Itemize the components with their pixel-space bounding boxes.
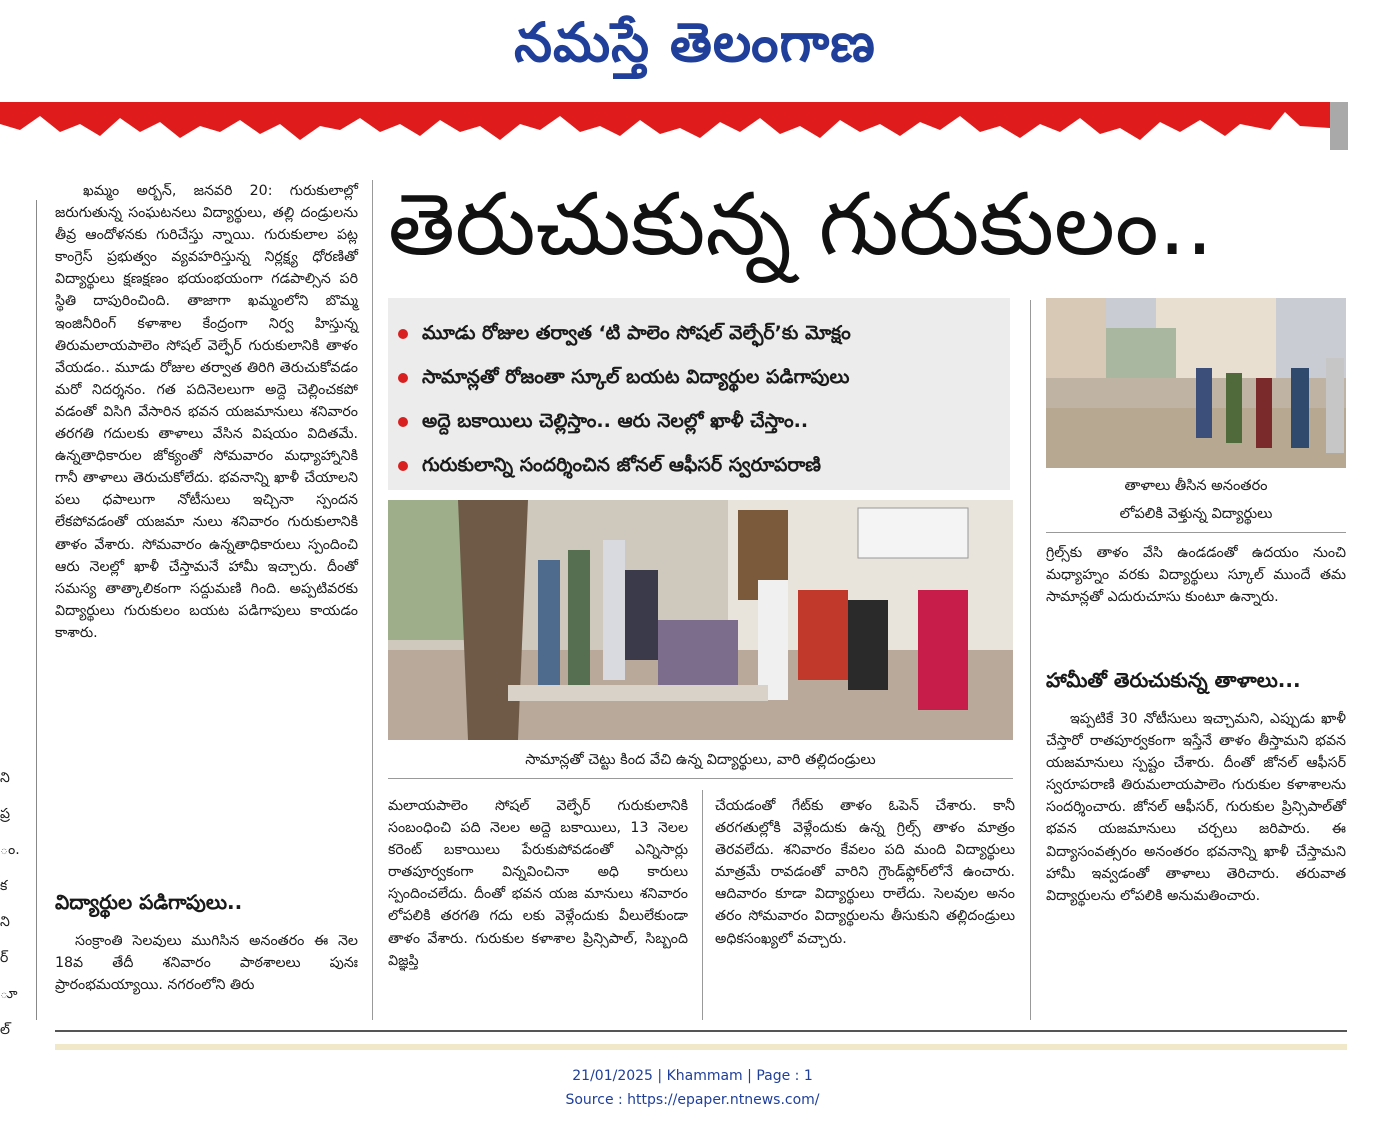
page-footer-line-1: 21/01/2025 | Khammam | Page : 1 xyxy=(572,1068,813,1084)
page-footer-source[interactable]: Source : https://epaper.ntnews.com/ xyxy=(565,1092,820,1108)
bullet-dot-icon xyxy=(398,417,408,427)
article-bottom-rule xyxy=(55,1030,1347,1032)
caption-rule xyxy=(388,778,1013,779)
article-paragraph: ఇప్పటికే 30 నోటీసులు ఇచ్చామని, ఎప్పుడు ఖాళీ చేస్తారో రాతపూర్వకంగా ఇస్తేనే తాళం తీస్తామని భవన యజమానులు స్పష్టం చేశారు. దీంతో జోనల్ ఆఫీసర్ స్వరూపరాణి తిరుమలాయపాలెం గురుకుల కళాశాలను సందర్శించారు. జోనల్ ఆఫీసర్, గురుకుల ప్రిన్సిపాల్‌తో భవన యజమానులు చర్చలు జరిపారు. ఈ విద్యాసంవత్సరం అనంతరం భవనాన్ని ఖాళీ చేస్తామని హామీ ఇవ్వడంతో తాళాలు తెరిచారు. తరువాత విద్యార్థులను లోపలికి అనుమతించారు. xyxy=(1046,711,1346,904)
article-paragraph: గ్రిల్స్‌కు తాళం వేసి ఉండడంతో ఉదయం నుంచి మధ్యాహ్నం వరకు విద్యార్థులు స్కూల్ ముందే తమ సామాన్లతో ఎదురుచూసు కుంటూ ఉన్నారు. xyxy=(1046,545,1346,606)
article-column-1-continued xyxy=(55,930,358,1010)
side-photo-caption-2: లోపలికి వెళ్తున్న విద్యార్థులు xyxy=(1119,506,1273,522)
highlight-item: సామాన్లతో రోజంతా స్కూల్ బయట విద్యార్థుల పడిగాపులు xyxy=(398,360,850,394)
article-column-4-continued xyxy=(1046,708,1346,1018)
bullet-dot-icon xyxy=(398,373,408,383)
highlight-item: మూడు రోజుల తర్వాత ‘టి పాలెం సోషల్ వెల్ఫేర్’కు మోక్షం xyxy=(398,316,851,350)
masthead xyxy=(0,0,1385,100)
side-photo-caption-1: తాళాలు తీసిన అనంతరం xyxy=(1124,478,1268,494)
section-subheading: విద్యార్థుల పడిగాపులు.. xyxy=(55,890,243,914)
column-rule xyxy=(702,790,703,1020)
article-column-4 xyxy=(1046,542,1346,652)
article-column-3 xyxy=(715,795,1015,1015)
main-photo xyxy=(388,500,1013,740)
article-column-1 xyxy=(55,180,358,880)
column-rule-left xyxy=(36,200,37,1020)
column-rule xyxy=(372,180,373,1020)
photo-students-under-tree xyxy=(388,500,1013,740)
highlight-item: అద్దె బకాయిలు చెల్లిస్తాం.. ఆరు నెలల్లో ఖాళీ చేస్తాం.. xyxy=(398,404,808,438)
article-paragraph: చేయడంతో గేట్‌కు తాళం ఓపెన్ చేశారు. కానీ తరగతుల్లోకి వెళ్లేందుకు ఉన్న గ్రిల్స్ తాళం మాత్రం తెరవలేదు. శనివారం కేవలం పది మంది విద్యార్థులు మాత్రమే రావడంతో వారిని గ్రౌండ్‌ఫ్లోర్‌లోనే ఉంచారు. ఆదివారం కూడా విద్యార్థులు రాలేదు. సెలవుల అనం తరం సోమవారం విద్యార్థులను తీసుకుని తల్లిదండ్రులు అధికసంఖ్యలో వచ్చారు. xyxy=(715,798,1015,947)
bullet-dot-icon xyxy=(398,461,408,471)
next-article-strip xyxy=(55,1044,1347,1050)
highlights-box xyxy=(388,298,1010,490)
column-rule xyxy=(1030,300,1031,1020)
section-subheading: హామీతో తెరుచుకున్న తాళాలు... xyxy=(1046,668,1301,692)
main-photo-caption: సామాన్లతో చెట్టు కింద వేచి ఉన్న విద్యార్థులు, వారి తల్లిదండ్రులు xyxy=(525,752,876,768)
band-edge xyxy=(1330,102,1348,150)
highlight-item: గురుకులాన్ని సందర్శించిన జోనల్ ఆఫీసర్ స్వరూపరాణి xyxy=(398,448,821,482)
decorative-red-band xyxy=(0,102,1330,150)
adjacent-article-edge: ని ప్ర ం. క ని ర్ ూ ల్ xyxy=(0,770,20,1038)
article-column-2 xyxy=(388,795,688,1015)
article-paragraph: మలాయపాలెం సోషల్ వెల్ఫేర్ గురుకులానికి సంబంధించి పది నెలల అద్దె బకాయిలు, 13 నెలల కరెంట్ బకాయిలు పేరుకుపోవడంతో ఎన్నిసార్లు రాతపూర్వకంగా విన్నవించినా అధి కారులు స్పందించలేదు. దీంతో భవన యజ మానులు శనివారం లోపలికి తరగతి గదు లకు వెళ్లేందుకు వీలులేకుండా తాళం వేశారు. గురుకుల కళాశాల ప్రిన్సిపాల్, సిబ్బంది విజ్ఞప్తి xyxy=(388,798,688,969)
photo-students-entering xyxy=(1046,298,1346,468)
newspaper-logo: నమస్తే తెలంగాణ xyxy=(514,11,876,74)
article-paragraph: సంక్రాంతి సెలవులు ముగిసిన అనంతరం ఈ నెల 18వ తేదీ శనివారం పాఠశాలలు పునః ప్రారంభమయ్యాయి. నగరంలోని తిరు xyxy=(55,933,358,994)
headline: తెరుచుకున్న గురుకులం.. xyxy=(388,175,1214,275)
caption-rule-side xyxy=(1046,532,1346,533)
bullet-dot-icon xyxy=(398,329,408,339)
article-paragraph: ఖమ్మం అర్బన్, జనవరి 20: గురుకులాల్లో జరుగుతున్న సంఘటనలు విద్యార్థులు, తల్లి దండ్రులను తీవ్ర ఆందోళనకు గురిచేస్తు న్నాయి. గురుకులాల పట్ల కాంగ్రెస్ ప్రభుత్వం వ్యవహరిస్తున్న నిర్లక్ష్య ధోరణితో విద్యార్థులు క్షణక్షణం భయంభయంగా గడపాల్సిన పరి స్థితి దాపురించింది. తాజాగా ఖమ్మంలోని బొమ్మ ఇంజినీరింగ్ కళాశాల కేంద్రంగా నిర్వ హిస్తున్న తిరుమలాయపాలెం సోషల్ వెల్ఫేర్ గురుకులానికి తాళం వేయడం.. మూడు రోజుల తర్వాత తిరిగి తెరుచుకోవడం మరో నిదర్శనం. గత పదినెలలుగా అద్దె చెల్లించకపో వడంతో విసిగి వేసారిన భవన యజమానులు శనివారం తరగతి గదులకు తాళాలు వేసిన విషయం విదితమే. ఉన్నతాధికారుల జోక్యంతో సోమవారం మధ్యాహ్నానికి గానీ తాళాలు తెరుచుకోలేదు. భవనాన్ని ఖాళీ చేయాలని పలు ధపాలుగా నోటీసులు ఇచ్చినా స్పందన లేకపోవడంతో యజమా నులు శనివారం గురుకులానికి తాళం వేశారు. సోమవారం ఉన్నతాధికారులు స్పందించి ఆరు నెలల్లో ఖాళీ చేస్తామనే హామీ ఇచ్చారు. దీంతో సమస్య తాత్కాలికంగా సద్దుమణి గింది. అప్పటివరకు విద్యార్థులు గురుకులం బయట పడిగాపులు కాయడం కాశారు. xyxy=(55,183,358,641)
side-photo xyxy=(1046,298,1346,468)
